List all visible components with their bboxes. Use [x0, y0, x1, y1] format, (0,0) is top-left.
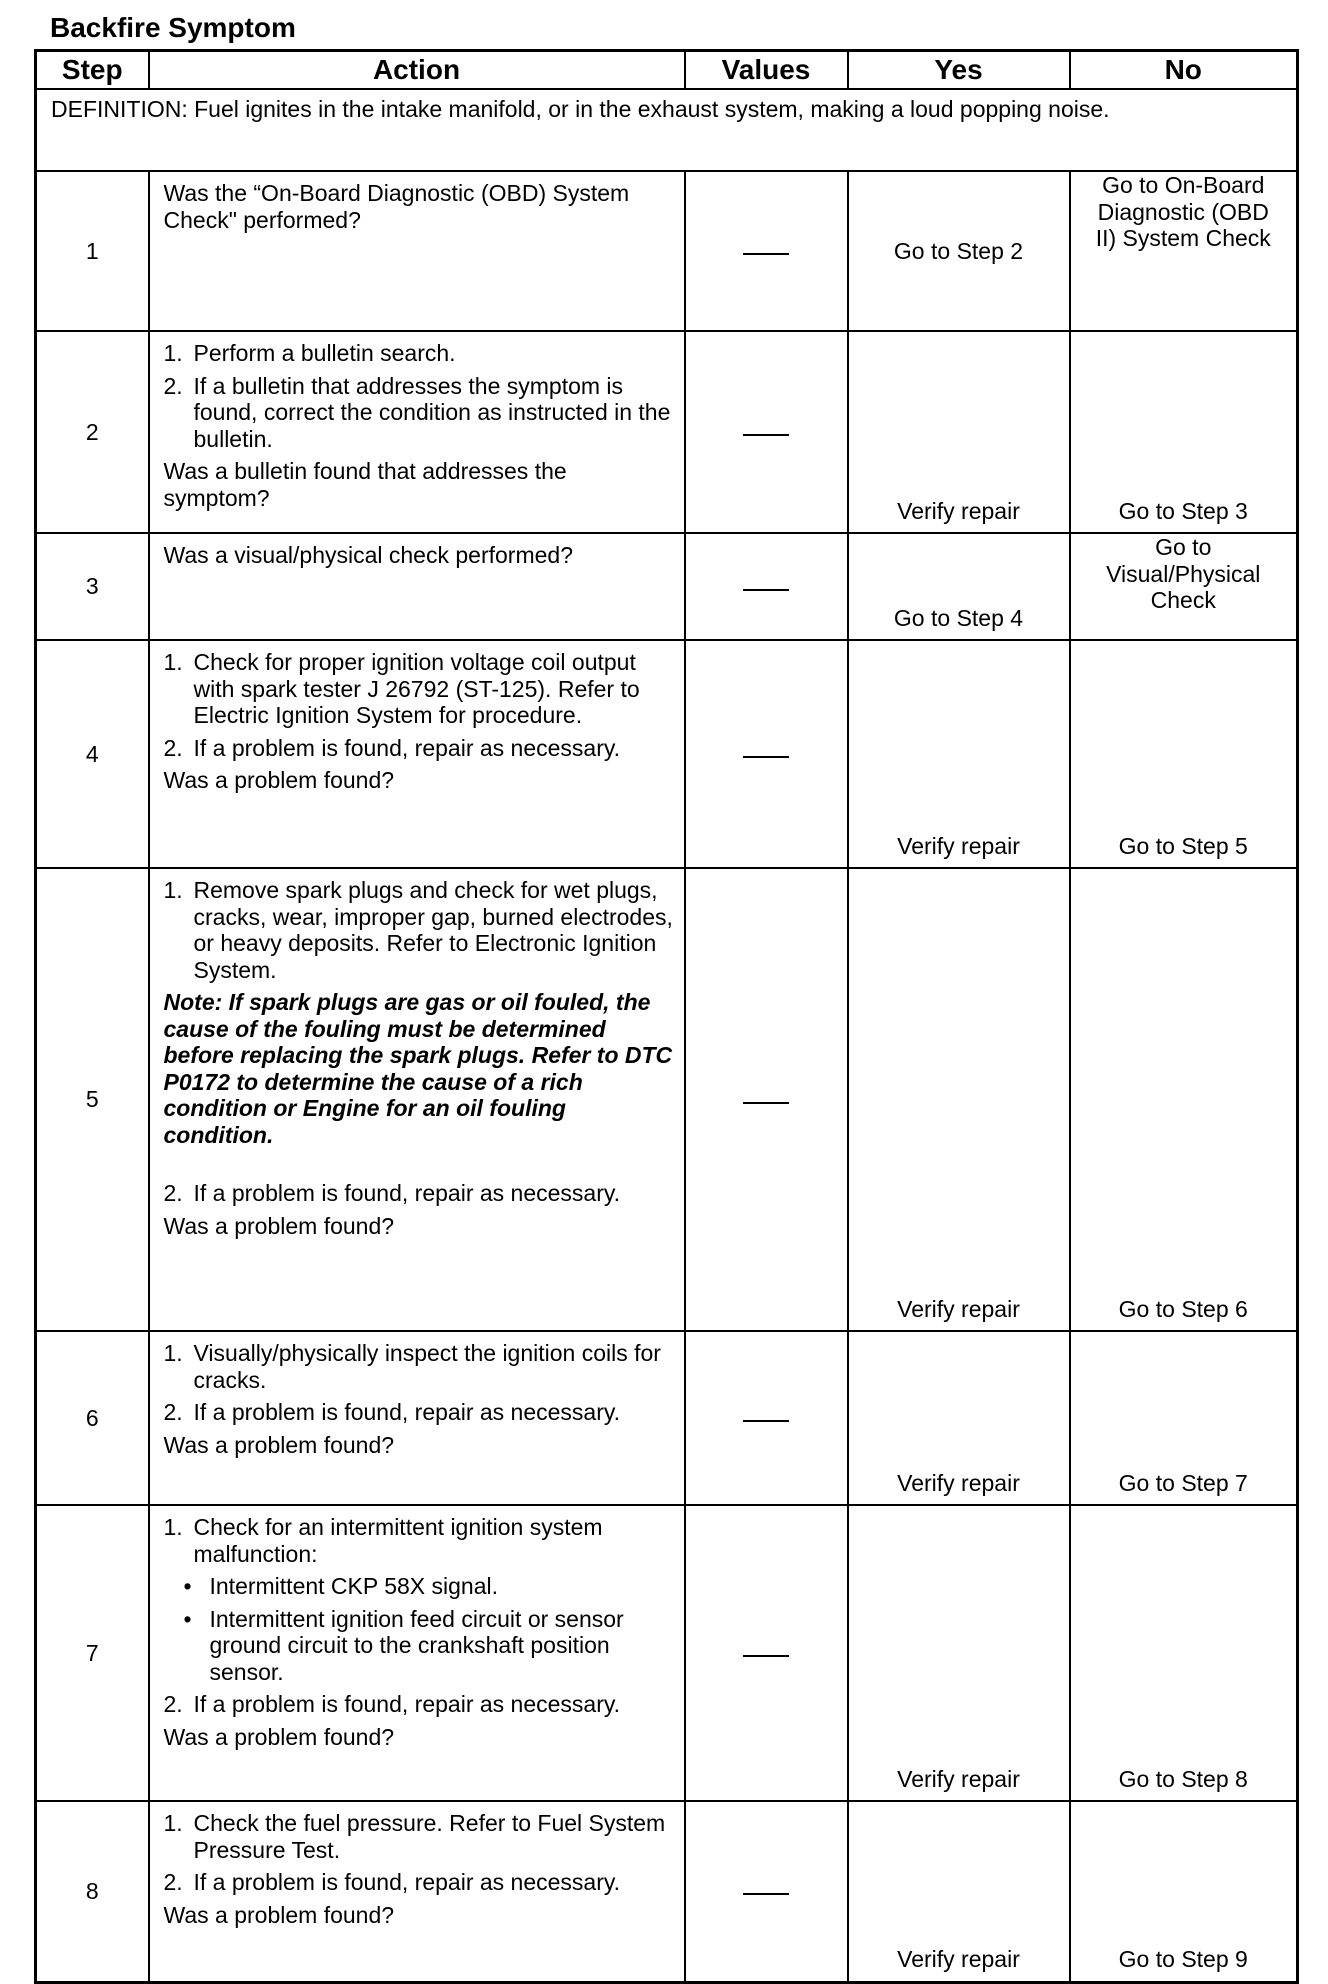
action-item: 1. Check for an intermittent ignition system malfunction:	[163, 1514, 603, 1567]
no-cell: Go to Visual/Physical Check	[1070, 533, 1298, 640]
action-item: 2. If a problem is found, repair as necessary.	[163, 1399, 621, 1425]
action-item: 1. Check the fuel pressure. Refer to Fuel System Pressure Test.	[163, 1810, 666, 1863]
values-cell	[685, 1331, 848, 1505]
action-item: 2. If a problem is found, repair as necessary.	[163, 1180, 621, 1206]
action-item: 1. Visually/physically inspect the ignition coils for cracks.	[163, 1340, 661, 1393]
values-cell	[685, 533, 848, 640]
definition-text: DEFINITION: Fuel ignites in the intake manifold, or in the exhaust system, making a loud popping noise.	[36, 89, 1298, 171]
yes-cell: Go to Step 4	[848, 533, 1070, 640]
table-row	[36, 1331, 1298, 1505]
no-cell: Go to Step 7	[1070, 1331, 1298, 1505]
values-cell	[685, 1505, 848, 1801]
header-values: Values	[685, 51, 848, 90]
dash-mark	[743, 756, 789, 758]
header-no: No	[1070, 51, 1298, 90]
no-cell: Go to Step 6	[1070, 868, 1298, 1331]
values-cell	[685, 331, 848, 533]
table-row	[36, 640, 1298, 868]
action-item: 2. If a problem is found, repair as necessary.	[163, 734, 621, 761]
action-question: Was a problem found?	[163, 1723, 395, 1750]
step-action	[149, 868, 685, 1331]
values-cell	[685, 868, 848, 1331]
step-action	[149, 640, 685, 868]
page-title: Backfire Symptom	[50, 12, 296, 43]
action-question: Was a visual/physical check performed?	[163, 542, 573, 568]
action-bullet: • Intermittent ignition feed circuit or sensor ground circuit to the crankshaft position sensor.	[183, 1605, 624, 1685]
no-cell: Go to On-Board Diagnostic (OBD II) System Check	[1070, 171, 1298, 331]
step-number: 8	[36, 1801, 149, 1982]
step-number: 1	[36, 171, 149, 331]
diagnostic-table	[34, 49, 1299, 1984]
step-number: 3	[36, 533, 149, 640]
action-item: 2. If a bulletin that addresses the symptom is found, correct the condition as instructed in the bulletin.	[163, 372, 671, 452]
step-number: 2	[36, 331, 149, 533]
header-step: Step	[36, 51, 149, 90]
definition-row	[36, 89, 1298, 171]
header-action: Action	[149, 51, 685, 90]
dash-mark	[743, 589, 789, 591]
step-number: 6	[36, 1331, 149, 1505]
no-cell: Go to Step 8	[1070, 1505, 1298, 1801]
values-cell	[685, 1801, 848, 1982]
action-item: 1. Perform a bulletin search.	[163, 340, 456, 366]
action-question: Was a problem found?	[163, 767, 395, 793]
dash-mark	[743, 434, 789, 436]
action-item: 2. If a problem is found, repair as necessary.	[163, 1869, 621, 1895]
header-yes: Yes	[848, 51, 1070, 90]
step-action	[149, 171, 685, 331]
yes-cell: Go to Step 2	[848, 171, 1070, 331]
dash-mark	[743, 1893, 789, 1895]
step-action	[149, 1505, 685, 1801]
yes-cell: Verify repair	[848, 331, 1070, 533]
step-number: 4	[36, 640, 149, 868]
table-row	[36, 331, 1298, 533]
yes-cell: Verify repair	[848, 1505, 1070, 1801]
action-question: Was the “On-Board Diagnostic (OBD) System Check" performed?	[163, 180, 630, 233]
no-cell: Go to Step 9	[1070, 1801, 1298, 1982]
action-note: Note: If spark plugs are gas or oil fouled, the cause of the fouling must be determined before replacing the spark plugs. Refer to DTC P0172 to determine the cause of a rich condition or Engine for an oil fouling condition.	[163, 989, 673, 1148]
header-row	[36, 51, 1298, 90]
action-question: Was a bulletin found that addresses the symptom?	[163, 458, 567, 511]
values-cell	[685, 640, 848, 868]
table-row	[36, 1801, 1298, 1982]
step-action	[149, 331, 685, 533]
yes-cell: Verify repair	[848, 868, 1070, 1331]
step-number: 5	[36, 868, 149, 1331]
table-row	[36, 868, 1298, 1331]
action-item: 2. If a problem is found, repair as necessary.	[163, 1691, 621, 1717]
action-bullet: • Intermittent CKP 58X signal.	[183, 1573, 498, 1599]
yes-cell: Verify repair	[848, 1331, 1070, 1505]
yes-cell: Verify repair	[848, 1801, 1070, 1982]
table-row	[36, 171, 1298, 331]
step-action	[149, 1801, 685, 1982]
values-cell	[685, 171, 848, 331]
dash-mark	[743, 1655, 789, 1657]
action-question: Was a problem found?	[163, 1212, 395, 1239]
step-number: 7	[36, 1505, 149, 1801]
action-item: 1. Check for proper ignition voltage coil output with spark tester J 26792 (ST-125). Refer to Electric Ignition System for procedure.	[163, 649, 640, 728]
dash-mark	[743, 1102, 789, 1104]
step-action	[149, 533, 685, 640]
dash-mark	[743, 1420, 789, 1422]
dash-mark	[743, 253, 789, 255]
no-cell: Go to Step 5	[1070, 640, 1298, 868]
step-action	[149, 1331, 685, 1505]
no-cell: Go to Step 3	[1070, 331, 1298, 533]
action-question: Was a problem found?	[163, 1901, 395, 1928]
table-row	[36, 533, 1298, 640]
action-item: 1. Remove spark plugs and check for wet plugs, cracks, wear, improper gap, burned electrodes, or heavy deposits. Refer to Electronic Ignition System.	[163, 877, 673, 983]
yes-cell: Verify repair	[848, 640, 1070, 868]
action-question: Was a problem found?	[163, 1431, 395, 1458]
table-row	[36, 1505, 1298, 1801]
